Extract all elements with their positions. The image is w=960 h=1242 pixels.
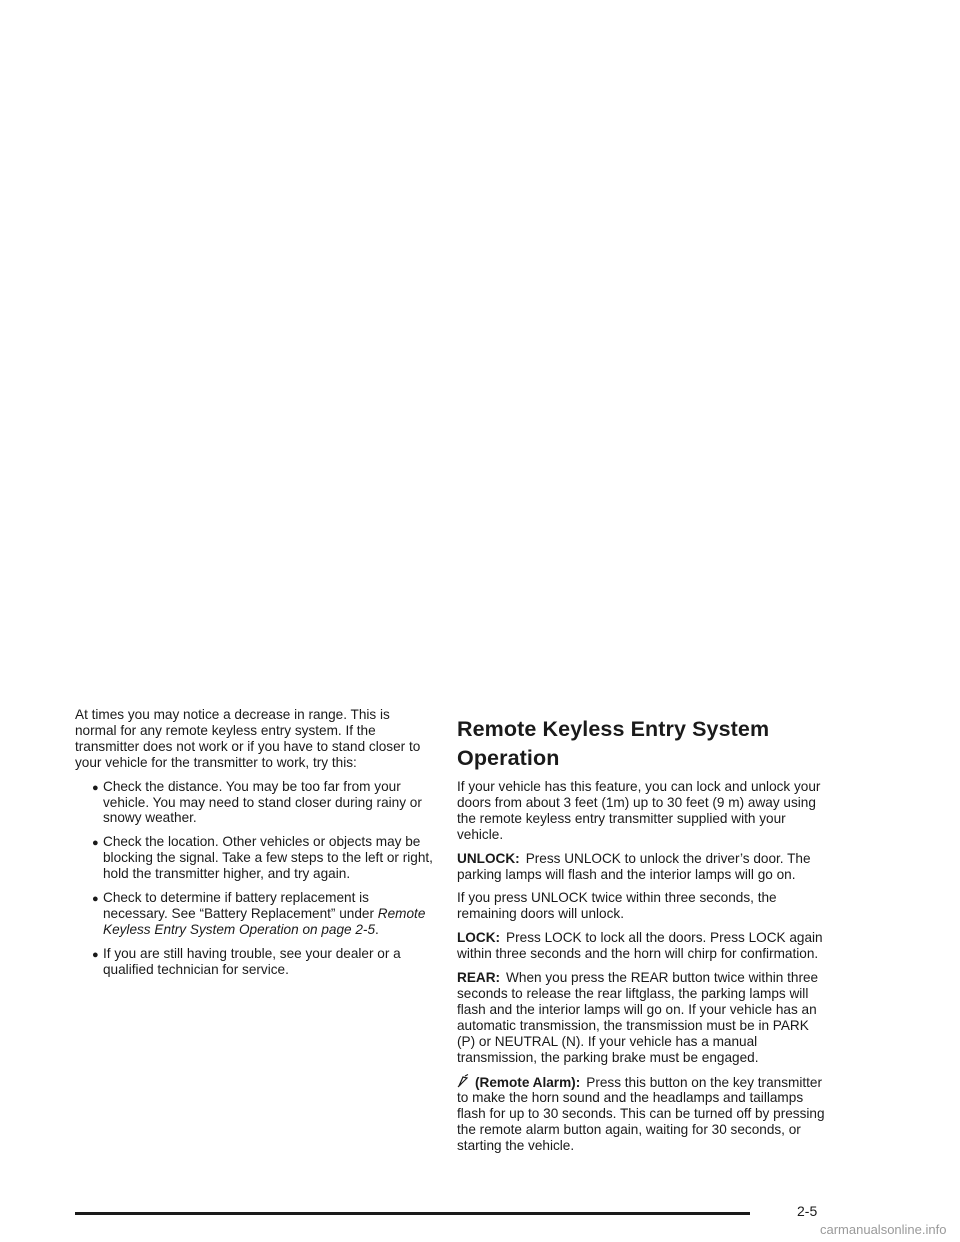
range-intro-paragraph: At times you may notice a decrease in range. This is normal for any remote keyless entry system. If the transmitter does not work or if you have to stand closer to your vehicle for the transmitter to work, try this:: [75, 707, 421, 770]
remote-alarm-label: (Remote Alarm):: [475, 1074, 581, 1090]
list-item: ● Check the distance. You may be too far from your vehicle. You may need to stand closer during rainy or snowy weather.: [92, 778, 422, 826]
troubleshooting-list: [75, 779, 435, 978]
footer-divider: [75, 1212, 750, 1215]
bullet-icon: ●: [92, 781, 99, 794]
cross-reference-link[interactable]: Remote Keyless Entry System Operation on page 2-5: [103, 905, 426, 937]
section-heading: Remote Keyless Entry System Operation: [457, 717, 770, 770]
left-column: [75, 707, 435, 986]
watermark: carmanualsonline.info: [820, 1222, 947, 1237]
bullet-icon: ●: [92, 893, 99, 906]
bullet-icon: ●: [92, 948, 99, 961]
page-number: 2-5: [797, 1203, 818, 1219]
unlock-label: UNLOCK:: [457, 850, 520, 866]
lock-paragraph: LOCK: Press LOCK to lock all the doors. Press LOCK again within three seconds and the horn will chirp for confirmation.: [457, 930, 823, 962]
unlock-twice-paragraph: If you press UNLOCK twice within three seconds, the remaining doors will unlock.: [457, 890, 777, 922]
right-column: [457, 715, 829, 1162]
bullet-icon: ●: [92, 837, 99, 850]
rear-label: REAR:: [457, 970, 501, 986]
list-item: ● Check the location. Other vehicles or objects may be blocking the signal. Take a few steps to the left or right, hold the transmitter higher, and try again.: [92, 834, 433, 882]
horn-icon: [457, 1074, 469, 1091]
rear-paragraph: REAR: When you press the REAR button twice within three seconds to release the rear liftglass, the parking lamps will flash and the interior lamps will go on. If your vehicle has an automatic transmission, the transmission must be in PARK (P) or NEUTRAL (N). If your vehicle has a manual transmission, the parking brake must be engaged.: [457, 970, 819, 1065]
lock-label: LOCK:: [457, 930, 501, 946]
unlock-paragraph: UNLOCK: Press UNLOCK to unlock the driver’s door. The parking lamps will flash and the interior lamps will go on.: [457, 850, 811, 882]
remote-alarm-paragraph: (Remote Alarm): Press this button on the key transmitter to make the horn sound and the headlamps and taillamps flash for up to 30 seconds. This can be turned off by pressing the remote alarm button again, waiting for 30 seconds, or starting the vehicle.: [457, 1074, 825, 1154]
feature-intro-paragraph: If your vehicle has this feature, you can lock and unlock your doors from about 3 feet (1m) up to 30 feet (9 m) away using the remote keyless entry transmitter supplied with your vehicle.: [457, 779, 821, 842]
list-item: ● If you are still having trouble, see your dealer or a qualified technician for service.: [92, 945, 401, 977]
list-item: ● Check to determine if battery replacement is necessary. See “Battery Replacement” under Remote Keyless Entry System Operation on page 2-5.: [92, 890, 426, 937]
